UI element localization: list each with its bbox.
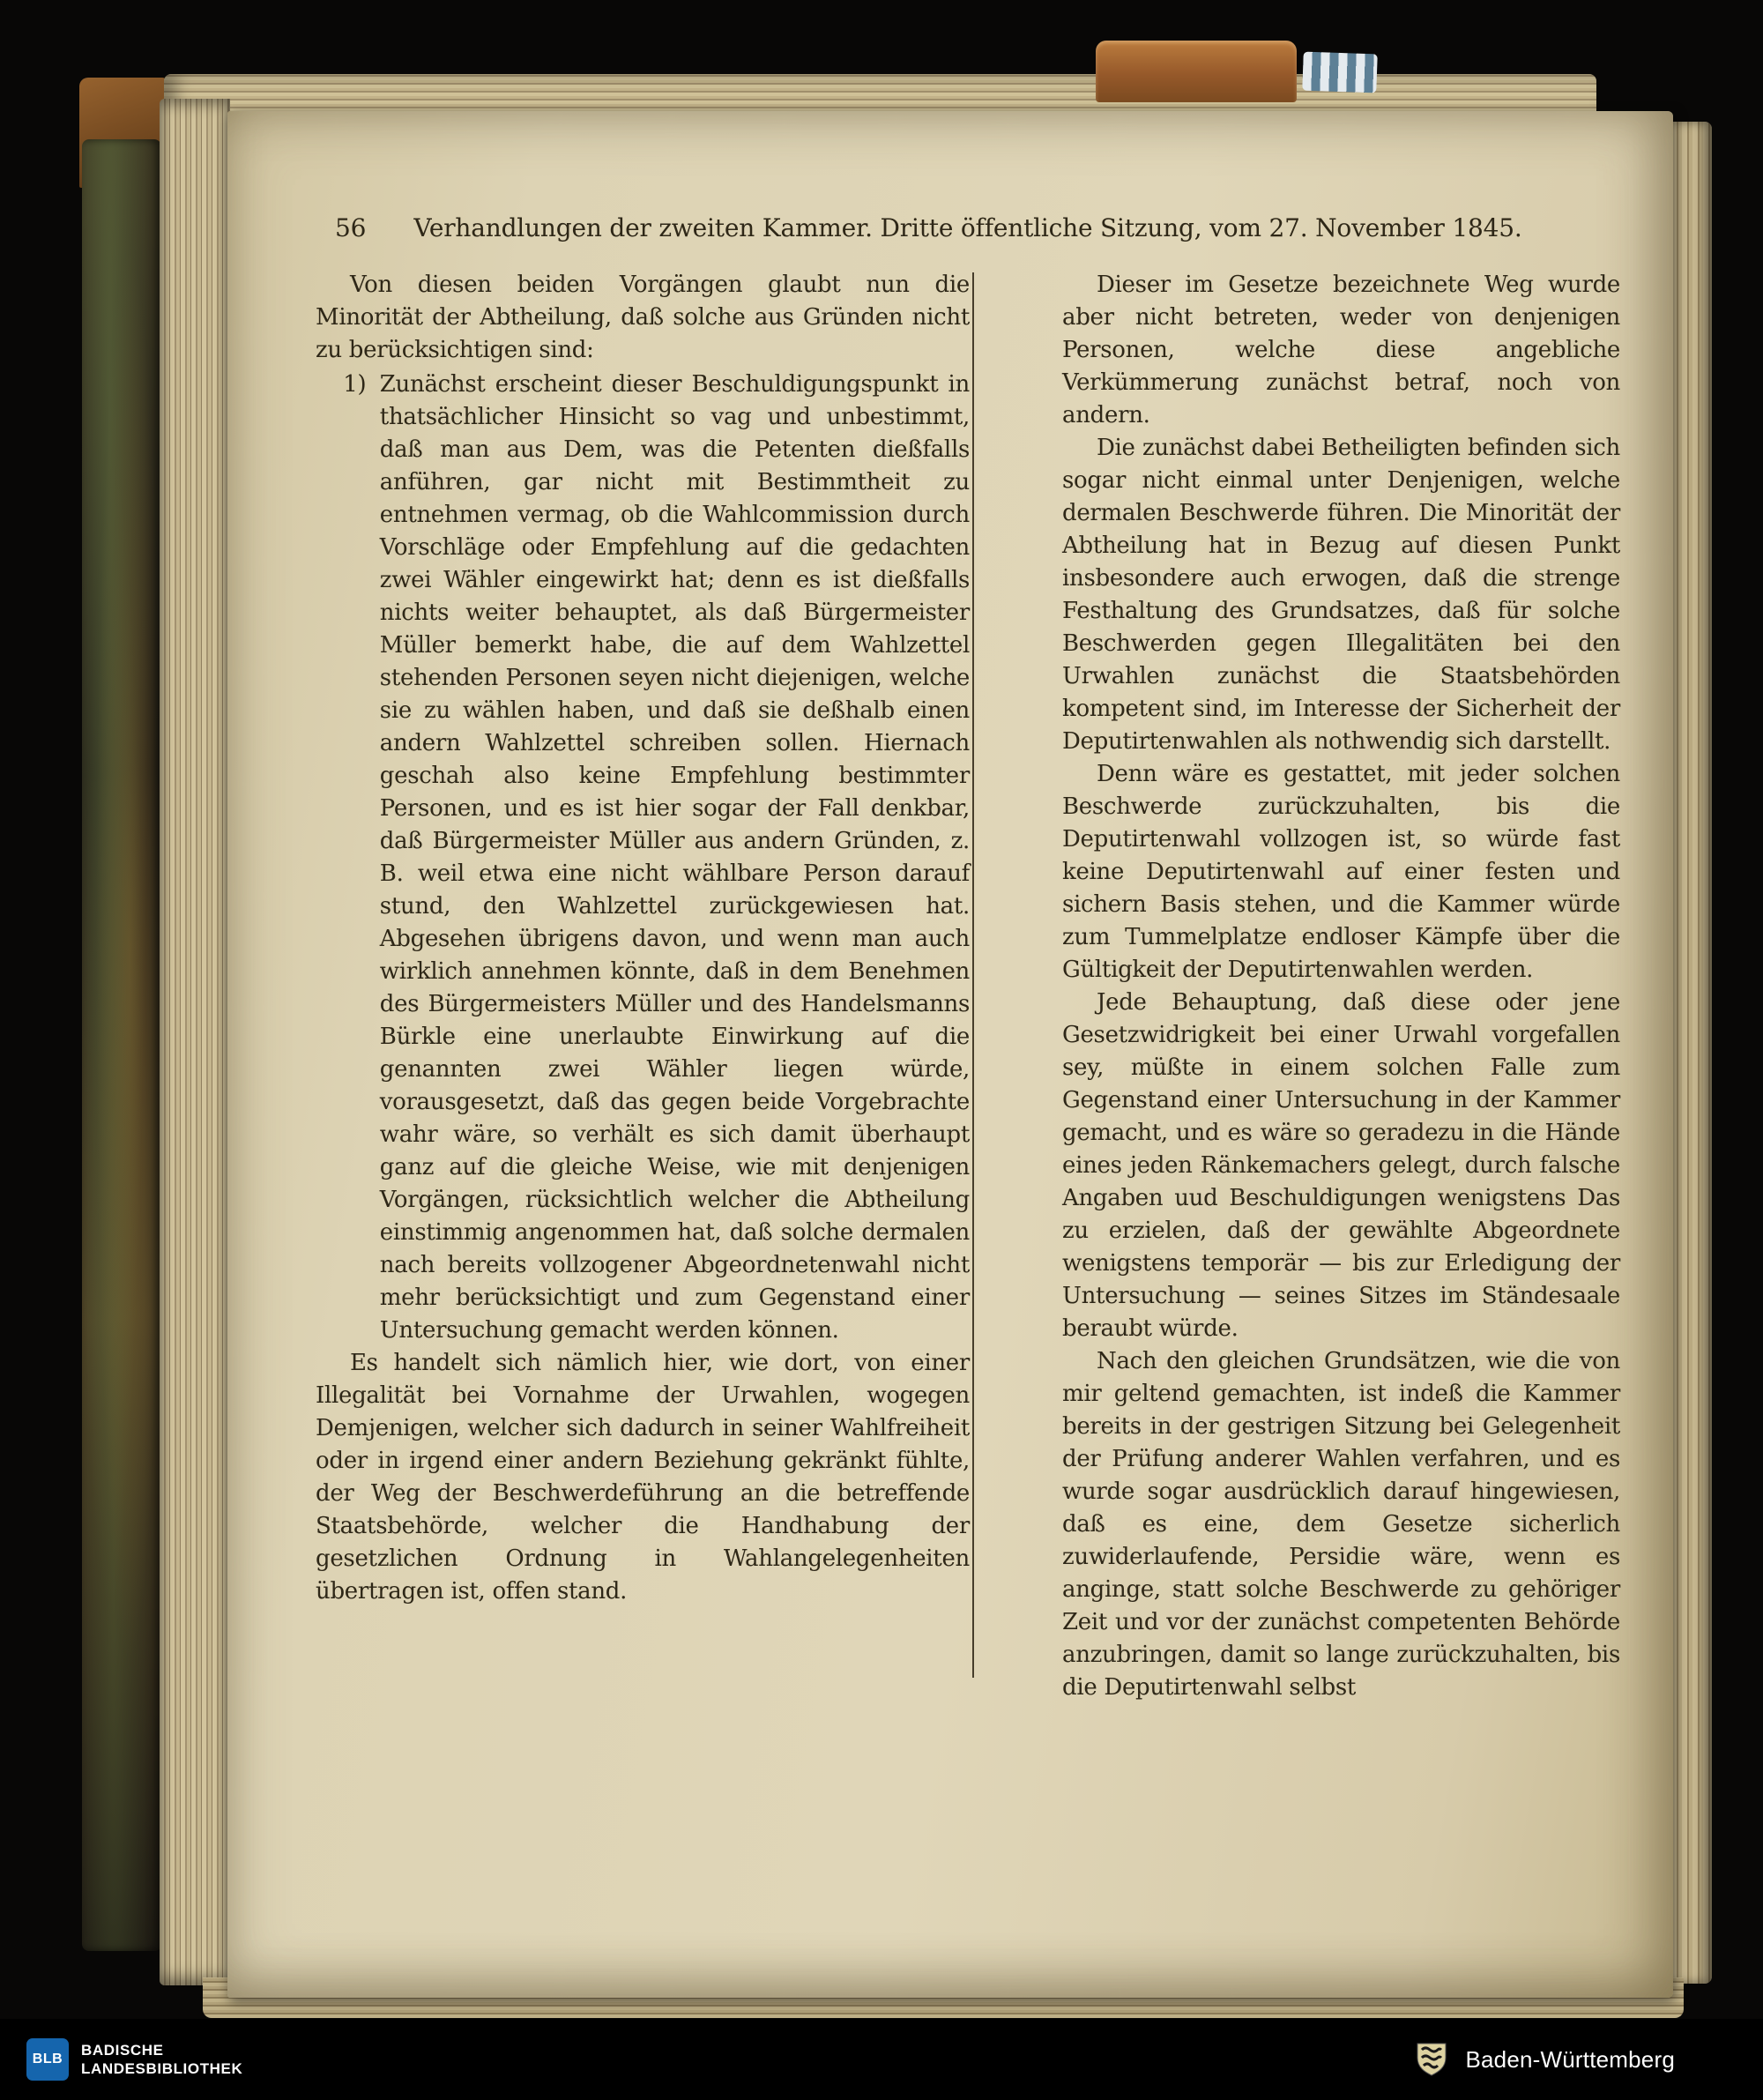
paragraph: Denn wäre es gestattet, mit jeder solchen Beschwerde zurückzuhalten, bis die Deputirtenwahl vollzogen ist, so würde fast keine Deputirtenwahl auf einer festen und sichern Basis stehen, und die Kammer würde zum Tummelplatze endloser Kämpfe über die Gültigkeit der Deputirtenwahlen werden. [1062,761,1620,983]
page-number: 56 [335,213,367,242]
page-header [316,213,1620,242]
numbered-paragraph [316,369,970,1347]
right-column [1062,269,1620,1704]
endband-stripes [1302,52,1377,93]
left-column [316,269,970,1704]
leather-spine-top-right [1096,41,1297,102]
list-number: 1) [343,371,367,398]
bw-branding[interactable] [1412,2041,1675,2078]
book-page [227,111,1673,1998]
paragraph: Nach den gleichen Grundsätzen, wie die von mir geltend gemachten, ist indeß die Kammer bereits in der gestrigen Sitzung bei Gelegenheit der Prüfung anderer Wahlen verfahren, und es wurde sogar ausdrücklich darauf hingewiesen, daß es eine, dem Gesetze sicherlich zuwiderlaufende, Persidie wäre, wenn es anginge, statt solche Beschwerde zu gehöriger Zeit und vor der zunächst competenten Behörde anzubringen, damit so lange zurückzuhalten, bis die Deputirtenwahl selbst [1062,1348,1620,1701]
page-header-title: Verhandlungen der zweiten Kammer. Dritte öffentliche Sitzung, vom 27. November 1845. [413,213,1522,242]
paragraph: Von diesen beiden Vorgängen glaubt nun die Minorität der Abtheilung, daß solche aus Gründen nicht zu berücksichtigen sind: [316,272,970,363]
book-binding [82,139,161,1951]
paragraph: Dieser im Gesetze bezeichnete Weg wurde aber nicht betreten, weder von denjenigen Personen, welche diese angebliche Verkümmerung zunächst betraf, noch von andern. [1062,272,1620,428]
library-name [81,2041,242,2078]
region-label: Baden-Württemberg [1465,2045,1675,2073]
baden-wuerttemberg-crest-icon [1412,2041,1451,2078]
blb-logo-text: BLB [32,2052,63,2066]
library-name-line2: LANDESBIBLIOTHEK [81,2060,243,2077]
blb-branding[interactable] [26,2038,242,2081]
page-edges-right [1671,122,1712,1984]
paragraph: Es handelt sich nämlich hier, wie dort, von einer Illegalität bei Vornahme der Urwahlen, wogegen Demjenigen, welcher sich dadurch in seiner Wahlfreiheit oder in irgend einer andern Beziehung gekränkt fühlte, der Weg der Beschwerdeführung an die betreffende Staatsbehörde, welcher die Handhabung der gesetzlichen Ordnung in Wahlangelegenheiten übertragen ist, offen stand. [316,1350,970,1605]
list-text: Zunächst erscheint dieser Beschuldigungspunkt in thatsächlicher Hinsicht so vag und unbestimmt, daß man aus Dem, was die Petenten dießfalls anführen, gar nicht mit Bestimmtheit zu entnehmen vermag, ob die Wahlcommission durch Vorschläge oder Empfehlung auf die gedachten zwei Wähler eingewirkt hat; denn es ist dießfalls nichts weiter behauptet, als daß Bürgermeister Müller bemerkt habe, die auf dem Wahlzettel stehenden Personen seyen nicht diejenigen, welche sie zu wählen haben, und daß sie deßhalb einen andern Wahlzettel schreiben sollen. Hiernach geschah also keine Empfehlung bestimmter Personen, und es ist hier sogar der Fall denkbar, daß Bürgermeister Müller aus andern Gründen, z. B. weil etwa eine nicht wählbare Person darauf stund, den Wahlzettel zurückgewiesen hat. Abgesehen übrigens davon, und wenn man auch wirklich annehmen könnte, daß in dem Benehmen des Bürgermeisters Müller und des Handelsmanns Bürkle eine unerlaubte Einwirkung auf die genannten zwei Wähler liegen würde, vorausgesetzt, daß das gegen beide Vorgebrachte wahr wäre, so verhält es sich damit überhaupt ganz auf die gleiche Weise, wie mit denjenigen Vorgängen, rücksichtlich welcher die Abtheilung einstimmig angenommen hat, daß solche dermalen nach bereits vollzogener Abgeordnetenwahl nicht mehr berücksichtigt und zum Gegenstand einer Untersuchung gemacht werden können. [379,371,970,1344]
paragraph: Die zunächst dabei Betheiligten befinden sich sogar nicht einmal unter Denjenigen, welche dermalen Beschwerde führen. Die Minorität der Abtheilung hat in Bezug auf diesen Punkt insbesondere auch erwogen, daß die strenge Festhaltung des Grundsatzes, daß für solche Beschwerden gegen Illegalitäten bei den Urwahlen zunächst die Staatsbehörden kompetent sind, im Interesse der Sicherheit der Deputirtenwahlen als nothwendig sich darstellt. [1062,435,1620,755]
footer-branding-bar [0,2019,1763,2100]
paragraph: Jede Behauptung, daß diese oder jene Gesetzwidrigkeit bei einer Urwahl vorgefallen sey, müßte in einem solchen Falle zum Gegenstand einer Untersuchung in der Kammer gemacht, und es wäre so geradezu in die Hände eines jeden Ränkemachers gelegt, durch falsche Angaben uud Beschuldigungen wenigstens Das zu erzielen, daß der gewählte Abgeordnete wenigstens temporär — bis zur Erledigung der Untersuchung — seines Sitzes im Ständesaale beraubt würde. [1062,989,1620,1342]
library-name-line1: BADISCHE [81,2042,164,2059]
blb-logo-icon [26,2038,69,2081]
text-columns [227,242,1673,1704]
column-divider-rule [972,272,974,1678]
page-edges-left [160,99,230,1985]
